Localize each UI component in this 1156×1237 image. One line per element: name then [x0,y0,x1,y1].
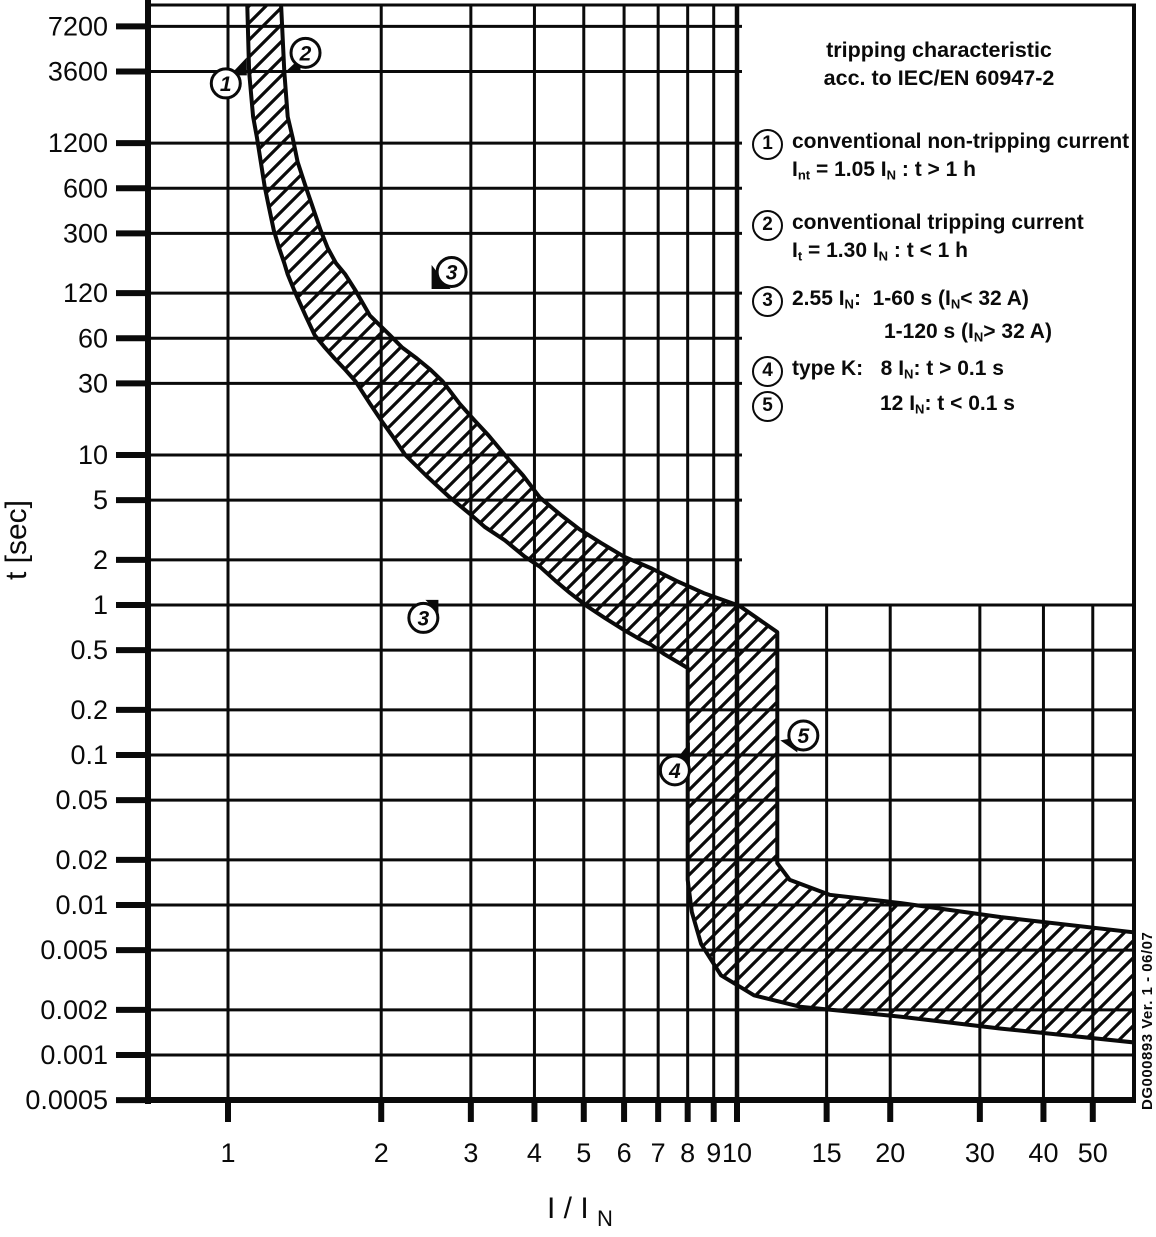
y-tick-label: 10 [77,440,108,470]
chart-marker-3 [432,257,467,289]
x-tick-label: 7 [650,1138,666,1168]
legend-text-1: conventional non-tripping current $I_{nt} = 1.05$ $I_N$ : t > 1 h [792,130,1130,183]
x-tick-label: 3 [463,1138,479,1168]
legend-text-2: conventional tripping current $I_t = 1.30$ $I_N$ : t < 1 h [792,211,1084,264]
y-tick-label: 0.01 [55,890,108,920]
legend-item-2 [752,209,1134,270]
legend-item-4 [752,355,1134,388]
legend-title-line2: acc. to IEC/EN 60947-2 [823,66,1055,90]
y-axis-title: t [sec] [0,499,33,581]
legend-number-4-icon: 4 [752,356,783,387]
y-tick-label: 0.002 [40,994,108,1025]
y-tick-label: 0.2 [70,694,108,725]
x-tick-label: 40 [1028,1138,1059,1168]
x-tick-label: 10 [721,1138,753,1168]
legend-text-4: type K: 8 $I_N$: t > 0.1 s [792,357,1004,382]
legend-item-5 [752,390,1134,423]
legend-box [744,6,1134,604]
document-id-note: DG000893 Ver. 1 - 06/07 [1139,931,1156,1110]
y-tick-label: 120 [62,278,108,309]
x-tick-label: 15 [811,1138,842,1168]
legend-number-5-icon: 5 [752,391,783,422]
legend-items [744,128,1134,424]
y-tick-label: 3600 [47,56,108,87]
x-tick-label: 4 [526,1138,542,1168]
legend-item-3 [752,285,1134,352]
legend-number-1-icon: 1 [752,129,783,160]
y-tick-label: 1200 [47,128,108,159]
x-axis-title: I / I $_N$ [547,1192,613,1231]
y-tick-label: 1 [92,590,108,620]
legend-item-1 [752,128,1134,189]
y-tick-label: 7200 [47,11,108,42]
y-tick-label: 600 [62,173,108,204]
y-tick-label: 0.02 [55,844,108,875]
x-tick-label: 1 [220,1138,236,1168]
chart-marker-2 [286,38,321,71]
legend-number-2-icon: 2 [752,210,783,241]
marker-number: 4 [669,759,681,783]
marker-number: 5 [797,724,810,748]
chart-marker-5 [780,721,818,752]
marker-number: 3 [417,607,430,631]
marker-number: 1 [219,72,232,96]
x-tick-label: 8 [680,1138,696,1168]
y-tick-label: 0.0005 [25,1085,108,1116]
x-tick-label: 2 [373,1138,389,1168]
legend-title-line1: tripping characteristic [826,38,1052,62]
x-tick-label: 50 [1077,1138,1108,1168]
y-tick-label: 2 [92,544,108,575]
chart-marker-4 [660,742,690,784]
y-tick-label: 60 [77,323,108,354]
y-tick-label: 0.005 [40,935,108,966]
marker-number: 3 [445,261,458,285]
x-tick-label: 20 [875,1138,906,1168]
y-tick-label: 0.1 [70,740,108,770]
y-tick-label: 0.001 [40,1040,108,1070]
y-tick-label: 0.5 [70,635,108,666]
legend-title [744,36,1134,92]
legend-number-3-icon: 3 [752,286,783,317]
legend-text-3: 2.55 $I_N$: 1-60 s ($I_N< 32$ A) 1-120 s ($I_N> 32$ A) [792,286,1052,344]
y-tick-label: 30 [77,368,108,399]
x-tick-label: 6 [616,1138,632,1168]
x-tick-label: 5 [576,1138,592,1168]
x-tick-label: 30 [964,1138,995,1168]
legend-text-5: 12 $I_N$: t < 0.1 s [880,392,1015,417]
marker-number: 2 [299,42,312,66]
y-tick-label: 5 [92,485,108,516]
y-tick-label: 300 [62,218,108,249]
x-tick-label: 9 [706,1138,722,1168]
y-tick-label: 0.05 [55,785,108,816]
